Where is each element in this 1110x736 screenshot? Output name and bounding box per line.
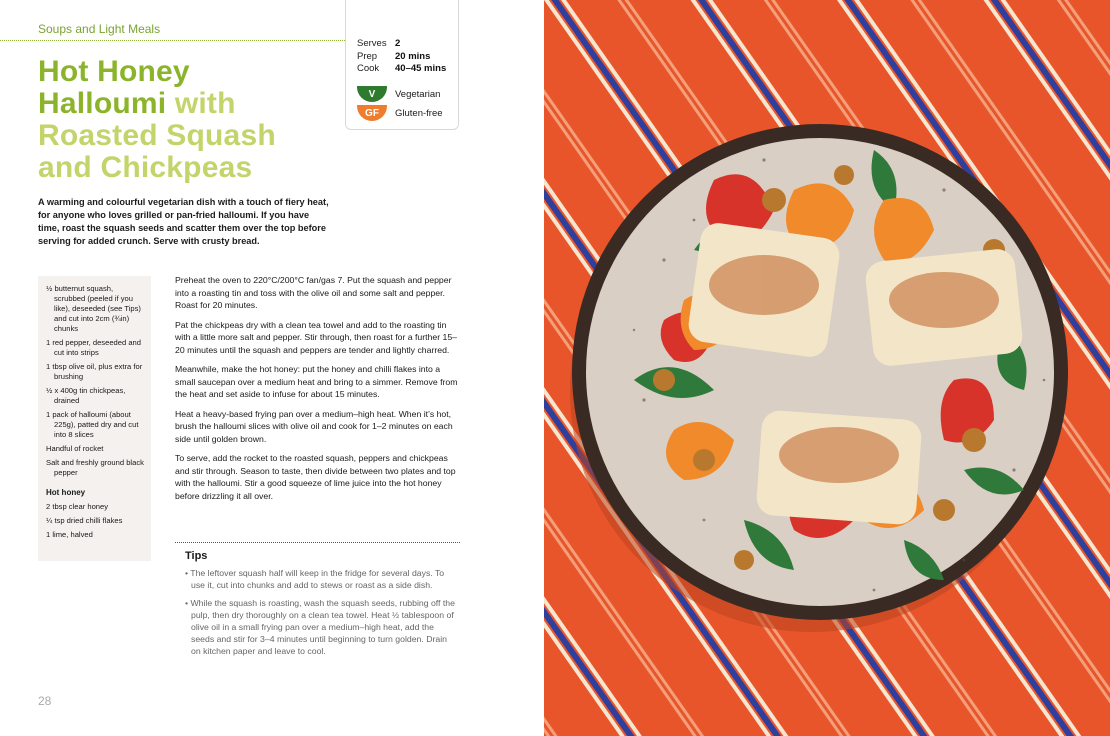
info-key: Cook <box>357 63 380 74</box>
recipe-title <box>38 56 338 184</box>
info-value: 20 mins <box>395 50 431 62</box>
tips-heading: Tips <box>185 550 208 562</box>
method-step: Meanwhile, make the hot honey: put the honey and chilli flakes into a small saucepan over a medium heat and bring to a simmer. Remove from the heat and set aside to infuse for about 15 minutes. <box>175 364 458 399</box>
diet-label: Vegetarian <box>395 88 441 100</box>
title-line-3: Roasted Squash <box>38 119 276 152</box>
diet-label: Gluten-free <box>395 107 443 119</box>
info-key: Prep <box>357 50 378 62</box>
section-divider <box>0 40 345 41</box>
title-line-2a: Halloumi <box>38 87 167 120</box>
method-step: Heat a heavy-based frying pan over a medium–high heat. When it’s hot, brush the halloumi slices with olive oil and cook for 1–2 minutes on each side until golden brown. <box>175 408 453 444</box>
ingredient: 1 tbsp olive oil, plus extra for brushing <box>46 362 143 381</box>
ingredient: ¼ tsp dried chilli flakes <box>46 516 123 525</box>
method-steps <box>175 274 460 509</box>
ingredients-subheading: Hot honey <box>46 488 86 497</box>
tip-item: • While the squash is roasting, wash the squash seeds, rubbing off the pulp, then dry thoroughly on a clean tea towel. Heat ½ tablespoon of olive oil in a small frying pan over a medium–high heat, add the seeds and stir for 3–4 minutes until beginning to turn golden. Drain on kitchen paper and leave to cool. <box>185 598 455 656</box>
tips-list <box>185 567 457 663</box>
ingredient: Handful of rocket <box>46 444 104 453</box>
vegetarian-label <box>357 86 440 102</box>
info-value: 40–45 mins <box>395 63 447 74</box>
info-value: 2 <box>395 38 401 49</box>
info-key: Serves <box>357 38 387 49</box>
cook-row <box>357 63 446 76</box>
ingredient: ½ butternut squash, scrubbed (peeled if you like), deseeded (see Tips) and cut into 2cm (¾in) chunks <box>46 284 141 333</box>
ingredient: 1 pack of halloumi (about 225g), patted dry and cut into 8 slices <box>46 410 139 439</box>
recipe-info-card <box>345 0 459 130</box>
tip-item: • The leftover squash half will keep in the fridge for several days. To use it, cut into chunks and add to stews or roast as a side dish. <box>185 568 445 590</box>
ingredient: ½ x 400g tin chickpeas, drained <box>46 386 126 405</box>
method-step: To serve, add the rocket to the roasted squash, peppers and chickpeas and stir through. Season to taste, then divide between two plates and top with the halloumi. Stir a good squeeze of lime juice into the hot honey before drizzling it all over. <box>175 453 456 501</box>
ingredient: Salt and freshly ground black pepper <box>46 458 144 477</box>
method-step: Preheat the oven to 220°C/200°C fan/gas 7. Put the squash and pepper into a roasting tin and toss with the olive oil and some salt and pepper. Roast for 20 minutes. <box>175 275 452 310</box>
food-illustration <box>544 0 1110 736</box>
title-line-2b: with <box>166 87 236 120</box>
serves-row <box>357 38 446 51</box>
gluten-free-icon: GF <box>357 105 387 121</box>
ingredient: 2 tbsp clear honey <box>46 502 109 511</box>
method-step: Pat the chickpeas dry with a clean tea towel and add to the roasting tin with a little more salt and pepper. Stir through, then roast for a further 15–20 minutes until the squash and peppers are tender and lightly charred. <box>175 319 458 355</box>
title-line-1: Hot Honey <box>38 55 190 88</box>
tips-divider <box>175 542 460 543</box>
dish-illustration <box>544 0 1110 736</box>
title-line-4: and Chickpeas <box>38 151 253 184</box>
gluten-free-label <box>357 105 443 121</box>
section-label: Soups and Light Meals <box>38 22 161 36</box>
prep-row <box>357 51 446 64</box>
recipe-page <box>0 0 544 736</box>
recipe-intro: A warming and colourful vegetarian dish with a touch of fiery heat, for anyone who loves grilled or pan-fried halloumi. If you have time, roast the squash seeds and scatter them over the top before serving for added crunch. Serve with crusty bread. <box>38 197 329 246</box>
ingredient: 1 red pepper, deseeded and cut into strips <box>46 338 142 357</box>
page-number: 28 <box>38 694 52 708</box>
ingredient: 1 lime, halved <box>46 530 93 539</box>
timing-info <box>357 38 446 76</box>
vegetarian-icon: V <box>357 86 387 102</box>
ingredients-list <box>38 276 151 561</box>
